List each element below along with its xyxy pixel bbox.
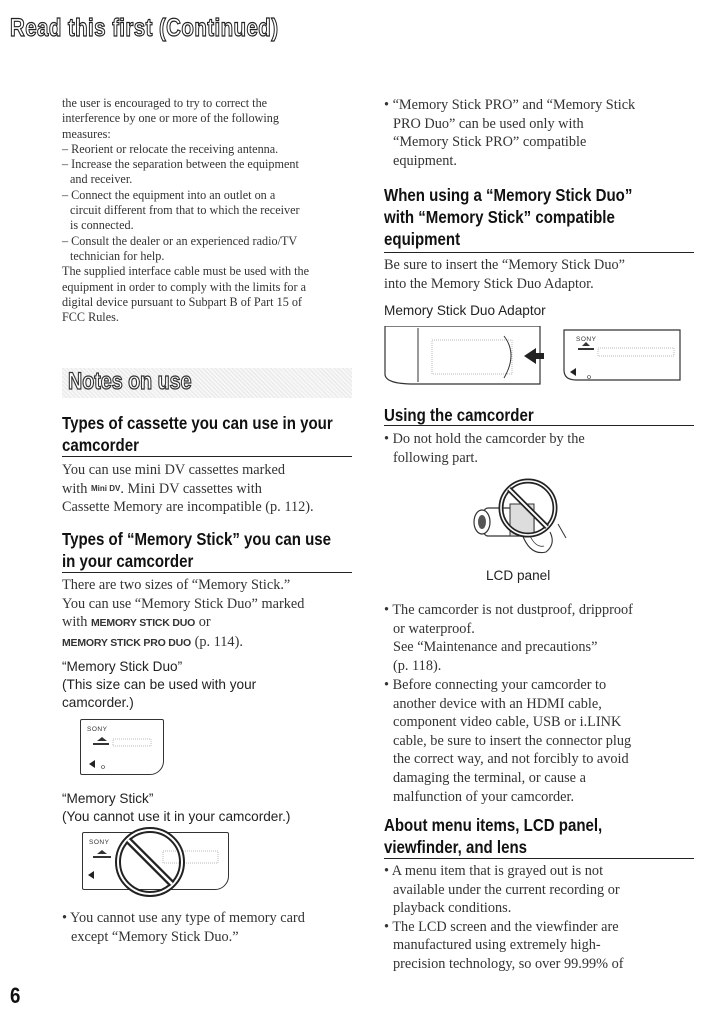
bullet-line: precision technology, so over 99.99% of: [393, 955, 624, 972]
menu-lcd-heading: [384, 814, 602, 858]
bullet-line: • A menu item that is grayed out is not: [384, 863, 604, 879]
pro-duo-note: [384, 96, 694, 170]
bullet-line: damaging the terminal, or cause a: [393, 769, 586, 786]
heading-line: equipment: [384, 229, 461, 249]
menu-notes: [384, 862, 699, 974]
text-fragment: . Mini DV cassettes with: [120, 480, 262, 497]
memory-stick-duo-illustration: [80, 719, 164, 775]
caption-line: “Memory Stick Duo”: [62, 659, 183, 674]
section-rule: [384, 252, 694, 253]
bullet-line: another device with an HDMI cable,: [393, 695, 602, 712]
measure-item-cont: circuit different from that to which the receiver: [70, 203, 300, 218]
cassette-text: [62, 461, 357, 517]
bullet-line: component video cable, USB or i.LINK: [393, 714, 622, 731]
adaptor-illustration: [384, 326, 684, 388]
fcc-intro: [62, 96, 352, 325]
bullet-line: • You cannot use any type of memory card: [62, 910, 305, 926]
hdmi-note: [384, 676, 699, 806]
measure-item-cont: and receiver.: [70, 172, 133, 187]
heading-line: When using a “Memory Stick Duo”: [384, 185, 633, 205]
bullet-line: • Before connecting your camcorder to: [384, 677, 607, 693]
bullet-line: equipment.: [393, 152, 457, 169]
text-fragment: or: [198, 614, 211, 631]
heading-line: Types of cassette you can use in your: [62, 413, 333, 433]
text-line: digital device pursuant to Subpart B of Part 15 of: [62, 294, 302, 309]
heading-line: Types of “Memory Stick” you can use: [62, 529, 332, 549]
bullet-line: • The LCD screen and the viewfinder are: [384, 918, 619, 935]
minidv-logo: Mini DV: [91, 483, 121, 493]
measure-item: – Increase the separation between the equipment: [62, 157, 299, 172]
adaptor-heading: [384, 184, 632, 250]
adaptor-text: [384, 256, 625, 293]
memory-stick-pro-duo-logo: MEMORY STICK PRO DUO: [62, 636, 192, 649]
text-line: into the Memory Stick Duo Adaptor.: [384, 275, 594, 292]
memory-stick-types-text: [62, 576, 357, 652]
memory-stick-duo-logo: MEMORY STICK DUO: [91, 617, 196, 630]
measure-item: – Reorient or relocate the receiving antenna.: [62, 141, 279, 156]
using-camcorder-heading: Using the camcorder: [384, 405, 534, 425]
text-line: interference by one or more of the following: [62, 111, 279, 126]
bullet-line: available under the current recording or: [393, 881, 620, 898]
text-line: FCC Rules.: [62, 310, 119, 325]
heading-line: About menu items, LCD panel,: [384, 815, 603, 835]
dust-note: [384, 601, 699, 675]
caption-line: (This size can be used with your: [62, 677, 257, 692]
bullet-line: See “Maintenance and precautions”: [393, 639, 598, 656]
caption-line: camcorder.): [62, 695, 134, 710]
page-header-title: Read this first (Continued): [10, 14, 279, 42]
bullet-line: following part.: [393, 449, 478, 466]
memory-stick-types-heading: [62, 528, 331, 572]
camcorder-illustration: [470, 474, 570, 566]
lcd-panel-label: LCD panel: [486, 568, 551, 583]
card-brand: SONY: [89, 839, 110, 846]
text-line: Be sure to insert the “Memory Stick Duo”: [384, 257, 626, 273]
card-brand: SONY: [87, 726, 108, 733]
adaptor-caption: Memory Stick Duo Adaptor: [384, 303, 546, 318]
section-rule: [62, 456, 352, 457]
section-rule: [384, 425, 694, 426]
bullet-line: (p. 118).: [393, 657, 442, 674]
heading-line: viewfinder, and lens: [384, 837, 528, 857]
text-line: There are two sizes of “Memory Stick.”: [62, 577, 291, 593]
bullet-line: PRO Duo” can be used only with: [393, 115, 584, 132]
heading-line: in your camcorder: [62, 551, 194, 571]
caption-line: “Memory Stick”: [62, 791, 154, 806]
section-rule: [384, 858, 694, 859]
bullet-line: the correct way, and not forcibly to avoid: [393, 751, 629, 768]
memory-stick-illustration: [82, 832, 229, 890]
bullet-line: manufactured using extremely high-: [393, 937, 601, 954]
text-line: [62, 613, 357, 633]
caption-line: (You cannot use it in your camcorder.): [62, 809, 291, 824]
bullet-line: except “Memory Stick Duo.”: [71, 928, 239, 945]
stick-caption: [62, 790, 290, 826]
bullet-line: • “Memory Stick PRO” and “Memory Stick: [384, 97, 636, 113]
bullet-line: playback conditions.: [393, 900, 512, 917]
heading-line: camcorder: [62, 435, 139, 455]
text-line: [62, 633, 357, 653]
text-line: You can use mini DV cassettes marked: [62, 462, 286, 478]
page-number: 6: [10, 983, 21, 1008]
text-line: measures:: [62, 126, 111, 141]
bullet-line: • The camcorder is not dustproof, dripproof: [384, 602, 633, 618]
text-fragment: (p. 114).: [194, 633, 243, 650]
text-fragment: with: [62, 480, 88, 497]
measure-item-cont: technician for help.: [70, 248, 165, 263]
adaptor-card-brand: SONY: [576, 336, 597, 343]
text-line: Cassette Memory are incompatible (p. 112).: [62, 499, 314, 516]
measure-item: – Connect the equipment into an outlet on a: [62, 187, 276, 202]
section-banner-title: Notes on use: [68, 368, 192, 395]
hold-note: [384, 430, 585, 467]
text-line: The supplied interface cable must be used with the: [62, 264, 310, 279]
bullet-line: “Memory Stick PRO” compatible: [393, 134, 587, 151]
measure-item-cont: is connected.: [70, 218, 134, 233]
text-line: [62, 480, 357, 499]
text-line: the user is encouraged to try to correct the: [62, 96, 268, 110]
text-line: equipment in order to comply with the limits for a: [62, 279, 307, 294]
measure-item: – Consult the dealer or an experienced radio/TV: [62, 233, 298, 248]
cannot-use-note: [62, 909, 305, 946]
duo-caption: [62, 658, 256, 712]
prohibited-icon: [113, 825, 187, 899]
bullet-line: • Do not hold the camcorder by the: [384, 431, 585, 447]
bullet-line: cable, be sure to insert the connector plug: [393, 732, 632, 749]
heading-line: with “Memory Stick” compatible: [384, 207, 615, 227]
text-line: You can use “Memory Stick Duo” marked: [62, 595, 305, 612]
bullet-line: malfunction of your camcorder.: [393, 788, 575, 805]
card-arrow-icon: [87, 736, 159, 770]
cassette-heading: [62, 412, 333, 456]
section-rule: [62, 572, 352, 573]
text-fragment: with: [62, 614, 88, 631]
bullet-line: or waterproof.: [393, 620, 475, 637]
